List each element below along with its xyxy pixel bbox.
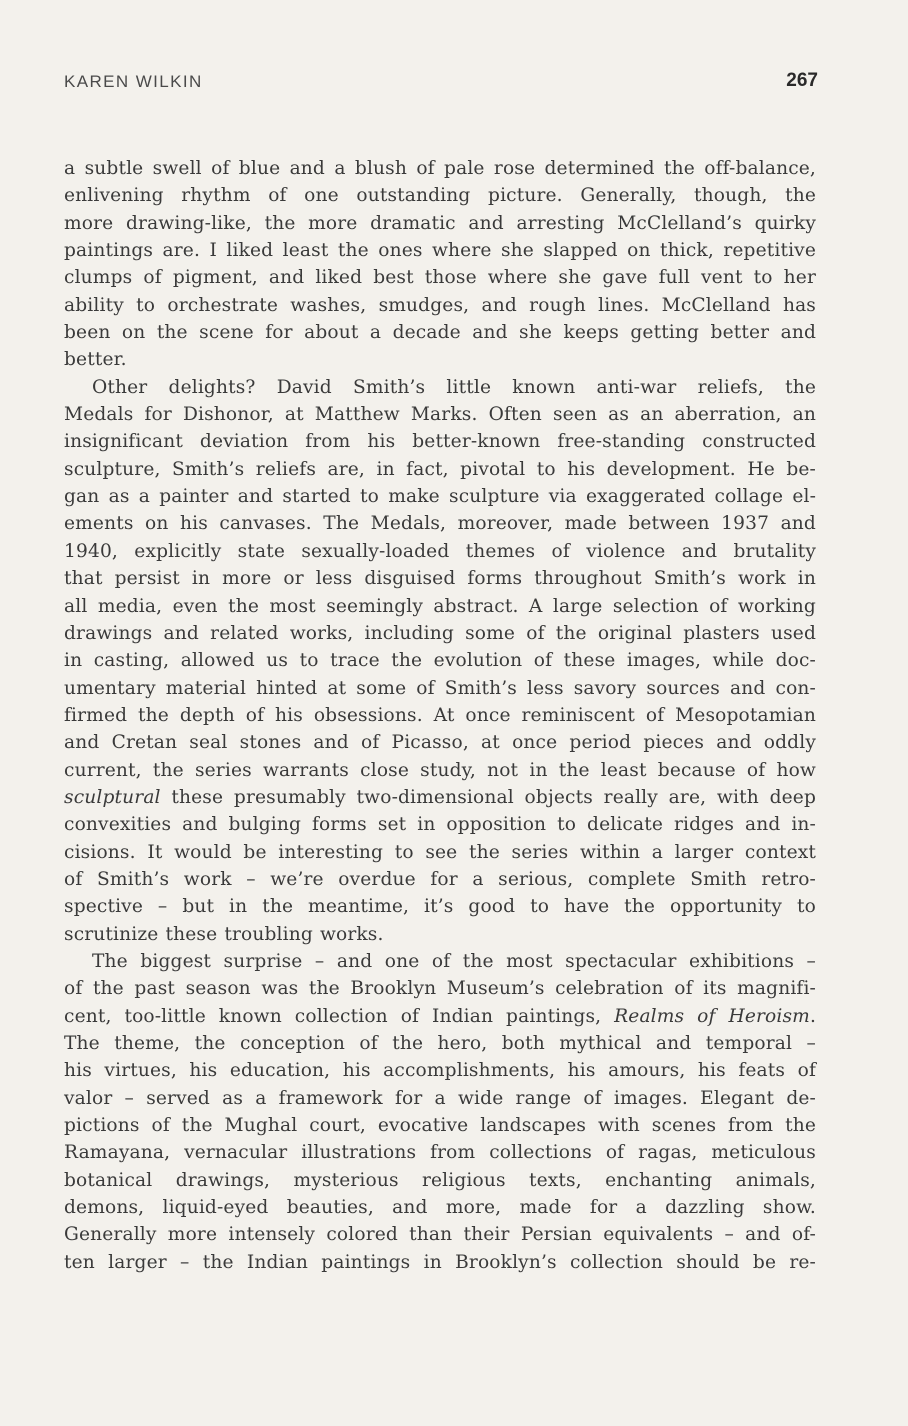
text-line (64, 538, 816, 565)
text-segment: a subtle swell of blue and a blush of pale rose determined the off-balance, (64, 158, 816, 179)
text-line (64, 428, 816, 455)
text-segment: gan as a painter and started to make sculpture via exaggerated collage el- (64, 486, 816, 508)
text-segment: valor – served as a framework for a wide range of images. Elegant de- (64, 1087, 816, 1109)
text-segment: more drawing-like, the more dramatic and arresting McClelland’s quirky (64, 212, 816, 234)
text-segment: ten larger – the Indian paintings in Brooklyn’s collection should be re- (64, 1251, 816, 1273)
text-segment: his virtues, his education, his accomplishments, his amours, his feats of (64, 1060, 816, 1082)
text-line (64, 264, 816, 291)
text-line (64, 483, 816, 510)
text-segment: paintings are. I liked least the ones where she slapped on thick, repetitive (64, 240, 816, 262)
italic-title: Realms of Heroism (614, 1005, 810, 1027)
text-line (64, 182, 816, 209)
text-line (64, 921, 816, 948)
text-segment: scrutinize these troubling works. (64, 923, 384, 945)
text-segment: drawings and related works, including some of the original plasters used (64, 622, 816, 644)
text-line (64, 1030, 816, 1057)
text-segment: umentary material hinted at some of Smith’s less savory sources and con- (64, 677, 816, 699)
text-segment: all media, even the most seemingly abstract. A large selection of working (64, 595, 816, 617)
text-segment: firmed the depth of his obsessions. At once reminiscent of Mesopotamian (64, 704, 816, 726)
text-line (64, 839, 816, 866)
text-segment: ements on his canvases. The Medals, moreover, made between 1937 and (64, 513, 816, 535)
text-segment: botanical drawings, mysterious religious texts, enchanting animals, (64, 1169, 816, 1191)
text-segment: The theme, the conception of the hero, both mythical and temporal – (64, 1033, 816, 1054)
body-text (64, 155, 816, 1276)
text-line (64, 620, 816, 647)
text-line (64, 319, 816, 346)
text-segment: The biggest surprise – and one of the most spectacular exhibitions – (92, 950, 816, 972)
text-segment: of the past season was the Brooklyn Museum’s celebration of its magnifi- (64, 978, 816, 1000)
text-segment: demons, liquid-eyed beauties, and more, made for a dazzling show. (64, 1197, 816, 1219)
text-segment: Ramayana, vernacular illustrations from collections of ragas, meticulous (64, 1142, 816, 1164)
text-line (64, 893, 816, 920)
text-line (64, 210, 816, 237)
text-segment: pictions of the Mughal court, evocative landscapes with scenes from the (64, 1115, 816, 1137)
text-line (64, 1112, 816, 1139)
text-line (64, 866, 816, 893)
text-line (64, 237, 816, 264)
text-segment: that persist in more or less disguised forms throughout Smith’s work in (64, 568, 816, 590)
text-line (64, 784, 816, 811)
text-segment: convexities and bulging forms set in opposition to delicate ridges and in- (64, 814, 816, 836)
text-line (64, 1221, 816, 1248)
text-line (64, 1085, 816, 1112)
text-segment: current, the series warrants close study, not in the least because of how (64, 759, 816, 781)
text-segment: 1940, explicitly state sexually-loaded themes of violence and brutality (64, 540, 816, 562)
text-line (64, 647, 816, 674)
text-line (64, 1167, 816, 1194)
text-line (64, 948, 816, 975)
text-line (64, 757, 816, 784)
text-line (64, 1139, 816, 1166)
text-segment: clumps of pigment, and liked best those where she gave full vent to her (64, 267, 816, 289)
text-line (64, 456, 816, 483)
text-line (64, 702, 816, 729)
text-line (64, 729, 816, 756)
text-segment: of Smith’s work – we’re overdue for a serious, complete Smith retro- (64, 868, 816, 890)
text-segment: cent, too-little known collection of Indian paintings, (64, 1005, 615, 1027)
page-header (64, 72, 818, 102)
text-segment: these presumably two-dimensional objects really are, with deep (160, 786, 816, 808)
text-segment: Medals for Dishonor, at Matthew Marks. Often seen as an aberration, an (64, 404, 816, 426)
running-head: KAREN WILKIN (64, 72, 203, 91)
text-line (64, 675, 816, 702)
text-line (64, 346, 816, 373)
text-line (64, 155, 816, 182)
text-line (64, 292, 816, 319)
text-line (64, 510, 816, 537)
text-line (64, 374, 816, 401)
text-segment: spective – but in the meantime, it’s good to have the opportunity to (64, 896, 816, 918)
text-segment: sculpture, Smith’s reliefs are, in fact, pivotal to his development. He be- (64, 458, 816, 480)
text-segment: in casting, allowed us to trace the evolution of these images, while doc- (64, 650, 816, 672)
text-line (64, 565, 816, 592)
italic-title: sculptural (64, 786, 161, 808)
text-segment: and Cretan seal stones and of Picasso, at once period pieces and oddly (64, 732, 816, 754)
text-segment: insignificant deviation from his better-known free-standing constructed (64, 431, 816, 453)
text-segment: cisions. It would be interesting to see the series within a larger context (64, 841, 816, 863)
text-line (64, 1194, 816, 1221)
text-line (64, 1057, 816, 1084)
text-line (64, 1003, 816, 1030)
text-line (64, 811, 816, 838)
text-segment: better. (64, 349, 127, 371)
text-line (64, 593, 816, 620)
text-segment: Generally more intensely colored than their Persian equivalents – and of- (64, 1224, 816, 1246)
text-line (64, 1249, 816, 1276)
text-segment: enlivening rhythm of one outstanding picture. Generally, though, the (64, 185, 816, 207)
text-segment: Other delights? David Smith’s little known anti-war reliefs, the (92, 376, 816, 398)
text-segment: been on the scene for about a decade and she keeps getting better and (64, 322, 816, 344)
text-segment: . (809, 1005, 816, 1027)
text-line (64, 401, 816, 428)
page-number: 267 (786, 70, 818, 91)
text-line (64, 975, 816, 1002)
text-segment: ability to orchestrate washes, smudges, and rough lines. McClelland has (64, 294, 816, 316)
